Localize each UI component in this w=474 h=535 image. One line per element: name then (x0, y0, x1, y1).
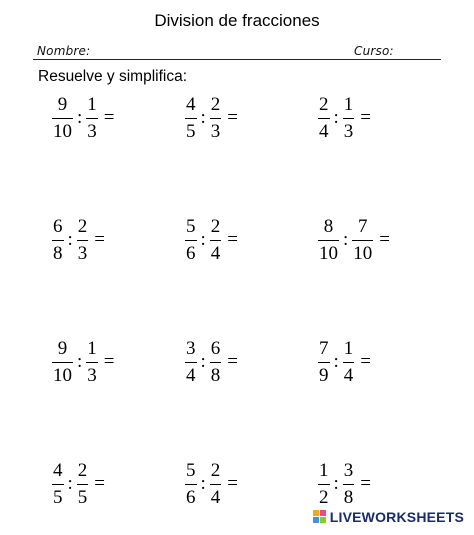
denominator: 8 (210, 364, 221, 386)
divisor-fraction (343, 460, 355, 509)
denominator: 4 (186, 364, 196, 386)
fraction-bar (343, 118, 355, 119)
numerator: 4 (186, 93, 196, 115)
fraction-bar (185, 118, 197, 119)
exercise-item (318, 90, 371, 146)
divisor-fraction (343, 338, 355, 387)
fraction-bar (77, 240, 89, 241)
fraction-bar (343, 362, 355, 363)
denominator: 5 (186, 120, 196, 142)
numerator: 4 (53, 459, 63, 481)
exercise-item (52, 334, 115, 390)
exercise-item (52, 90, 115, 146)
division-operator: : (77, 107, 83, 128)
numerator: 2 (210, 459, 221, 481)
instruction-text: Resuelve y simplifica: (38, 68, 188, 85)
divisor-fraction (86, 338, 98, 387)
division-operator: : (200, 473, 206, 494)
denominator: 3 (87, 120, 97, 142)
dividend-fraction (318, 338, 330, 387)
numerator: 1 (87, 337, 97, 359)
fraction-bar (318, 240, 339, 241)
equals-sign: = (94, 229, 105, 250)
division-operator: : (200, 229, 206, 250)
equals-sign: = (379, 229, 390, 250)
denominator: 5 (53, 486, 63, 508)
division-operator: : (333, 473, 339, 494)
dividend-fraction (52, 460, 64, 509)
divisor-fraction (343, 94, 355, 143)
dividend-fraction (52, 94, 73, 143)
numerator: 7 (358, 215, 368, 237)
logo-text: LIVEWORKSHEETS (329, 509, 464, 525)
denominator: 4 (210, 486, 221, 508)
denominator: 8 (343, 486, 354, 508)
fraction-bar (210, 240, 222, 241)
fraction-bar (52, 240, 64, 241)
logo-mark-icon (313, 510, 327, 524)
equals-sign: = (227, 351, 238, 372)
equals-sign: = (94, 473, 105, 494)
denominator: 4 (343, 364, 354, 386)
denominator: 4 (319, 120, 329, 142)
exercise-item (318, 212, 390, 268)
exercise-item (185, 334, 238, 390)
denominator: 10 (353, 242, 373, 264)
denominator: 9 (319, 364, 329, 386)
equals-sign: = (227, 107, 238, 128)
fraction-bar (343, 484, 355, 485)
fraction-bar (185, 240, 197, 241)
dividend-fraction (318, 460, 330, 509)
exercise-item (185, 456, 238, 512)
curso-label: Curso: (354, 44, 394, 58)
name-underline (33, 59, 441, 60)
fraction-bar (318, 484, 330, 485)
numerator: 2 (210, 215, 221, 237)
fraction-bar (185, 362, 197, 363)
dividend-fraction (318, 216, 339, 265)
fraction-bar (352, 240, 373, 241)
fraction-bar (318, 118, 330, 119)
fraction-bar (52, 118, 73, 119)
numerator: 7 (319, 337, 329, 359)
numerator: 3 (343, 459, 354, 481)
division-operator: : (67, 229, 73, 250)
denominator: 4 (210, 242, 221, 264)
denominator: 3 (210, 120, 221, 142)
numerator: 6 (210, 337, 221, 359)
fraction-bar (210, 362, 222, 363)
dividend-fraction (52, 338, 73, 387)
fraction-bar (210, 118, 222, 119)
numerator: 9 (57, 337, 68, 359)
divisor-fraction (210, 460, 222, 509)
denominator: 10 (53, 120, 72, 142)
fraction-bar (210, 484, 222, 485)
numerator: 2 (77, 459, 88, 481)
numerator: 2 (77, 215, 88, 237)
fraction-bar (52, 362, 73, 363)
dividend-fraction (185, 216, 197, 265)
equals-sign: = (360, 107, 371, 128)
divisor-fraction (77, 460, 89, 509)
equals-sign: = (227, 473, 238, 494)
exercise-item (185, 212, 238, 268)
dividend-fraction (185, 338, 197, 387)
denominator: 3 (77, 242, 88, 264)
fraction-bar (86, 118, 98, 119)
division-operator: : (77, 351, 83, 372)
fraction-bar (77, 484, 89, 485)
divisor-fraction (210, 338, 222, 387)
denominator: 8 (53, 242, 63, 264)
divisor-fraction (210, 216, 222, 265)
division-operator: : (333, 107, 339, 128)
division-operator: : (67, 473, 73, 494)
division-operator: : (200, 107, 206, 128)
numerator: 6 (53, 215, 63, 237)
exercise-item (318, 334, 371, 390)
numerator: 8 (323, 215, 334, 237)
liveworksheets-logo (313, 509, 464, 525)
numerator: 3 (186, 337, 196, 359)
denominator: 6 (186, 242, 196, 264)
divisor-fraction (352, 216, 373, 265)
fraction-bar (52, 484, 64, 485)
numerator: 1 (343, 337, 354, 359)
denominator: 6 (186, 486, 196, 508)
dividend-fraction (185, 94, 197, 143)
numerator: 9 (57, 93, 68, 115)
equals-sign: = (103, 351, 115, 372)
denominator: 2 (319, 486, 329, 508)
worksheet-title: Division de fracciones (154, 11, 320, 30)
denominator: 3 (87, 364, 97, 386)
numerator: 5 (186, 459, 196, 481)
dividend-fraction (318, 94, 330, 143)
division-operator: : (343, 229, 349, 250)
numerator: 2 (210, 93, 221, 115)
numerator: 1 (319, 459, 329, 481)
numerator: 5 (186, 215, 196, 237)
divisor-fraction (77, 216, 89, 265)
exercise-item (52, 212, 105, 268)
equals-sign: = (360, 473, 371, 494)
numerator: 1 (87, 93, 97, 115)
fraction-bar (185, 484, 197, 485)
division-operator: : (333, 351, 339, 372)
dividend-fraction (52, 216, 64, 265)
exercise-item (52, 456, 105, 512)
numerator: 1 (343, 93, 354, 115)
fraction-bar (86, 362, 98, 363)
denominator: 10 (319, 242, 338, 264)
equals-sign: = (103, 107, 115, 128)
exercise-item (185, 90, 238, 146)
fraction-bar (318, 362, 330, 363)
equals-sign: = (360, 351, 371, 372)
divisor-fraction (86, 94, 98, 143)
dividend-fraction (185, 460, 197, 509)
division-operator: : (200, 351, 206, 372)
denominator: 3 (343, 120, 354, 142)
nombre-label: Nombre: (37, 44, 91, 58)
equals-sign: = (227, 229, 238, 250)
divisor-fraction (210, 94, 222, 143)
denominator: 5 (77, 486, 88, 508)
exercise-item (318, 456, 371, 512)
numerator: 2 (319, 93, 329, 115)
denominator: 10 (53, 364, 72, 386)
